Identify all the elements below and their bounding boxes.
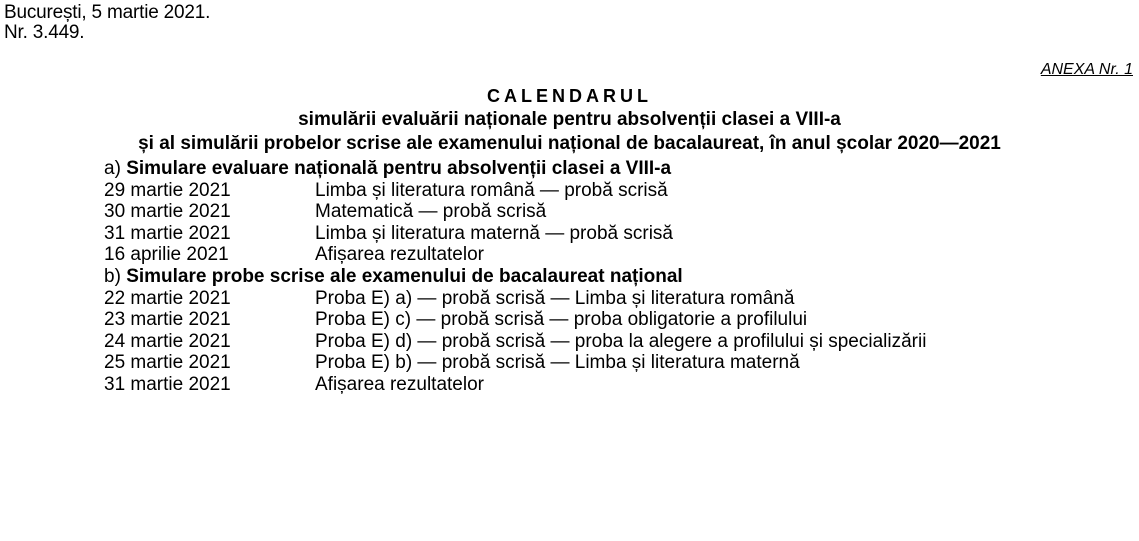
section-b-title: Simulare probe scrise ale examenului de bacalaureat național bbox=[126, 265, 683, 287]
row-date: 31 martie 2021 bbox=[104, 373, 231, 395]
row-description: Proba E) c) — probă scrisă — proba obligatorie a profilului bbox=[315, 309, 808, 331]
calendar-row bbox=[104, 223, 926, 245]
section-b-prefix: b) bbox=[104, 265, 127, 287]
row-description: Proba E) b) — probă scrisă — Limba și literatura maternă bbox=[315, 352, 800, 374]
row-description: Limba și literatura maternă — probă scrisă bbox=[315, 222, 673, 244]
annex-label: ANEXA Nr. 1 bbox=[1040, 61, 1133, 78]
place-date: București, 5 martie 2021. bbox=[4, 2, 211, 23]
page-title: CALENDARUL bbox=[487, 86, 652, 106]
subtitle-line-1: simulării evaluării naționale pentru absolvenții clasei a VIII-a bbox=[298, 109, 841, 130]
calendar-row bbox=[104, 309, 926, 331]
calendar-row bbox=[104, 331, 926, 353]
row-date: 31 martie 2021 bbox=[104, 222, 231, 244]
calendar-row bbox=[104, 244, 926, 266]
calendar-content bbox=[104, 158, 926, 396]
calendar-row bbox=[104, 288, 926, 310]
order-number: Nr. 3.449. bbox=[4, 22, 85, 43]
section-b-heading bbox=[104, 266, 926, 288]
row-description: Matematică — probă scrisă bbox=[315, 201, 547, 223]
row-description: Limba și literatura română — probă scrisă bbox=[315, 179, 668, 201]
subtitle-line-2: și al simulării probelor scrise ale examenului național de bacalaureat, în anul școlar 2020—2021 bbox=[138, 133, 1001, 154]
row-date: 25 martie 2021 bbox=[104, 352, 231, 374]
row-date: 30 martie 2021 bbox=[104, 201, 231, 223]
row-date: 22 martie 2021 bbox=[104, 287, 231, 309]
row-description: Afișarea rezultatelor bbox=[315, 373, 484, 395]
row-date: 23 martie 2021 bbox=[104, 309, 231, 331]
section-a-heading bbox=[104, 158, 926, 180]
signature-block bbox=[4, 3, 210, 43]
calendar-row bbox=[104, 180, 926, 202]
row-description: Proba E) a) — probă scrisă — Limba și literatura română bbox=[315, 287, 795, 309]
row-description: Proba E) d) — probă scrisă — proba la alegere a profilului și specializării bbox=[315, 330, 927, 352]
section-a-prefix: a) bbox=[104, 158, 127, 179]
row-date: 16 aprilie 2021 bbox=[104, 244, 229, 266]
calendar-row bbox=[104, 352, 926, 374]
calendar-row bbox=[104, 201, 926, 223]
document-heading bbox=[0, 84, 1139, 156]
section-a-title: Simulare evaluare națională pentru absolvenții clasei a VIII-a bbox=[126, 158, 672, 179]
row-date: 29 martie 2021 bbox=[104, 179, 231, 201]
calendar-row bbox=[104, 374, 926, 396]
row-date: 24 martie 2021 bbox=[104, 330, 231, 352]
row-description: Afișarea rezultatelor bbox=[315, 244, 484, 266]
